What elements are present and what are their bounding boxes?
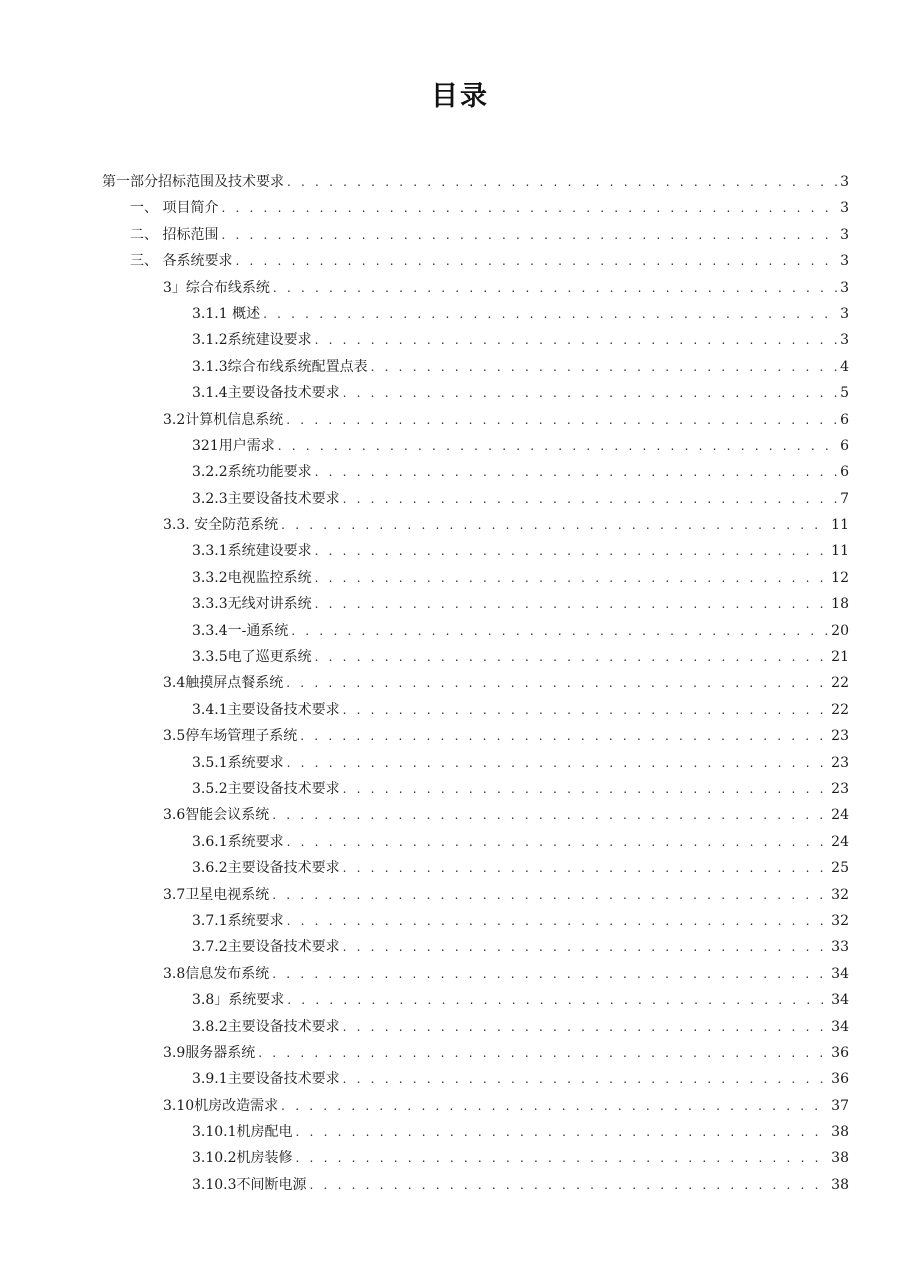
toc-entry[interactable]: [0, 354, 920, 380]
toc-entry-label: 3.1.3综合布线系统配置点表: [192, 358, 368, 375]
toc-entry[interactable]: [0, 1093, 920, 1119]
toc-leader-dots: [286, 407, 837, 433]
toc-entry-label: 3.6.2主要设备技术要求: [192, 860, 340, 877]
toc-entry[interactable]: [0, 802, 920, 828]
toc-leader-dots: [315, 644, 829, 670]
toc-entry-page-number: 22: [831, 675, 849, 692]
toc-entry[interactable]: [0, 275, 920, 301]
toc-entry-page-number: 4: [840, 358, 849, 375]
toc-entry-page-number: 38: [831, 1150, 849, 1167]
toc-entry-label: 一、 项目简介: [130, 200, 219, 217]
toc-leader-dots: [286, 670, 828, 696]
toc-leader-dots: [221, 195, 837, 221]
toc-entry[interactable]: [0, 776, 920, 802]
toc-entry-page-number: 34: [831, 1018, 849, 1035]
toc-entry[interactable]: [0, 433, 920, 459]
toc-entry[interactable]: [0, 908, 920, 934]
toc-entry-page-number: 12: [831, 569, 849, 586]
toc-entry-page-number: 7: [840, 490, 849, 507]
toc-entry-label: 3.9.1主要设备技术要求: [192, 1071, 340, 1088]
toc-entry-label: 3.1.1 概述: [192, 305, 261, 322]
toc-leader-dots: [272, 961, 828, 987]
toc-entry[interactable]: [0, 222, 920, 248]
toc-leader-dots: [343, 486, 837, 512]
toc-entry-label: 3」综合布线系统: [163, 279, 270, 296]
toc-entry-label: 3.4触摸屏点餐系统: [163, 675, 284, 692]
toc-entry-label: 3.8」系统要求: [192, 992, 285, 1009]
toc-leader-dots: [343, 855, 829, 881]
toc-entry-page-number: 3: [840, 253, 849, 270]
toc-entry-page-number: 23: [831, 780, 849, 797]
toc-entry-page-number: 3: [840, 226, 849, 243]
toc-entry-page-number: 21: [831, 649, 849, 666]
toc-entry[interactable]: [0, 565, 920, 591]
toc-entry[interactable]: [0, 1145, 920, 1171]
toc-leader-dots: [287, 829, 829, 855]
toc-entry-label: 3.3.4一-通系统: [192, 622, 289, 639]
toc-leader-dots: [343, 380, 837, 406]
toc-entry[interactable]: [0, 248, 920, 274]
toc-entry-page-number: 25: [831, 860, 849, 877]
toc-leader-dots: [291, 618, 828, 644]
toc-entry-label: 321用户需求: [192, 437, 275, 454]
toc-entry-label: 3.8信息发布系统: [163, 965, 270, 982]
toc-entry-label: 三、 各系统要求: [130, 253, 233, 270]
toc-entry-label: 3.7卫星电视系统: [163, 886, 270, 903]
toc-entry-page-number: 32: [831, 886, 849, 903]
toc-leader-dots: [281, 1093, 828, 1119]
toc-entry-label: 3.6.1系统要求: [192, 833, 284, 850]
toc-entry-label: 3.2.3主要设备技术要求: [192, 490, 340, 507]
toc-entry-label: 3.3.1系统建设要求: [192, 543, 312, 560]
toc-entry-page-number: 34: [831, 965, 849, 982]
toc-leader-dots: [221, 222, 837, 248]
toc-leader-dots: [343, 1014, 829, 1040]
toc-entry[interactable]: [0, 882, 920, 908]
toc-entry-label: 3.5.2主要设备技术要求: [192, 780, 340, 797]
toc-entry[interactable]: [0, 169, 920, 195]
toc-leader-dots: [315, 538, 829, 564]
toc-leader-dots: [278, 433, 837, 459]
toc-entry[interactable]: [0, 459, 920, 485]
toc-entry-page-number: 3: [840, 200, 849, 217]
toc-entry-label: 3.10机房改造需求: [163, 1097, 279, 1114]
toc-entry[interactable]: [0, 723, 920, 749]
toc-entry-label: 3.1.2系统建设要求: [192, 332, 312, 349]
toc-entry[interactable]: [0, 1119, 920, 1145]
toc-entry-label: 3.7.1系统要求: [192, 912, 284, 929]
toc-entry[interactable]: [0, 829, 920, 855]
toc-entry[interactable]: [0, 380, 920, 406]
toc-entry-label: 3.5.1系统要求: [192, 754, 284, 771]
toc-leader-dots: [281, 512, 828, 538]
toc-leader-dots: [315, 327, 837, 353]
toc-entry-page-number: 36: [831, 1071, 849, 1088]
toc-leader-dots: [287, 908, 829, 934]
table-of-contents: [0, 169, 920, 1198]
toc-entry-page-number: 5: [840, 385, 849, 402]
toc-leader-dots: [343, 1066, 829, 1092]
toc-entry-page-number: 6: [840, 464, 849, 481]
toc-entry-page-number: 34: [831, 992, 849, 1009]
toc-entry-page-number: 23: [831, 754, 849, 771]
toc-entry[interactable]: [0, 1066, 920, 1092]
toc-entry-label: 3.8.2主要设备技术要求: [192, 1018, 340, 1035]
toc-entry-page-number: 38: [831, 1124, 849, 1141]
toc-entry-page-number: 20: [831, 622, 849, 639]
toc-leader-dots: [315, 459, 837, 485]
toc-entry-page-number: 36: [831, 1044, 849, 1061]
toc-entry-label: 3.5停车场管理子系统: [163, 728, 298, 745]
toc-entry[interactable]: [0, 618, 920, 644]
toc-entry-page-number: 37: [831, 1097, 849, 1114]
toc-entry-label: 3.7.2主要设备技术要求: [192, 939, 340, 956]
toc-leader-dots: [235, 248, 837, 274]
toc-entry-page-number: 22: [831, 701, 849, 718]
toc-entry[interactable]: [0, 697, 920, 723]
toc-entry[interactable]: [0, 1014, 920, 1040]
toc-entry-page-number: 6: [840, 437, 849, 454]
toc-leader-dots: [272, 802, 828, 828]
toc-entry[interactable]: [0, 855, 920, 881]
toc-entry[interactable]: [0, 407, 920, 433]
toc-entry-page-number: 6: [840, 411, 849, 428]
toc-entry-label: 3.3.3无线对讲系统: [192, 596, 312, 613]
toc-entry-label: 3.6智能会议系统: [163, 807, 270, 824]
toc-leader-dots: [343, 697, 829, 723]
toc-entry-label: 3.10.3不间断电源: [192, 1176, 307, 1193]
toc-entry[interactable]: [0, 591, 920, 617]
toc-leader-dots: [287, 169, 837, 195]
toc-entry-label: 3.3.5电了巡更系统: [192, 649, 312, 666]
toc-entry-label: 3.3. 安全防范系统: [163, 517, 279, 534]
toc-entry-page-number: 24: [831, 807, 849, 824]
toc-leader-dots: [263, 301, 837, 327]
toc-leader-dots: [310, 1172, 829, 1198]
toc-leader-dots: [315, 565, 829, 591]
toc-entry-page-number: 32: [831, 912, 849, 929]
toc-entry[interactable]: [0, 538, 920, 564]
toc-entry-page-number: 3: [840, 332, 849, 349]
toc-entry[interactable]: [0, 644, 920, 670]
toc-entry-label: 3.4.1主要设备技术要求: [192, 701, 340, 718]
toc-entry-label: 二、 招标范围: [130, 226, 219, 243]
toc-entry-label: 第一部分招标范围及技术要求: [102, 174, 284, 190]
toc-entry-page-number: 23: [831, 728, 849, 745]
toc-entry[interactable]: [0, 934, 920, 960]
toc-entry[interactable]: [0, 987, 920, 1013]
toc-leader-dots: [296, 1145, 829, 1171]
toc-entry-label: 3.1.4主要设备技术要求: [192, 385, 340, 402]
toc-leader-dots: [287, 750, 829, 776]
toc-leader-dots: [343, 934, 829, 960]
toc-entry-label: 3.10.1机房配电: [192, 1124, 293, 1141]
toc-entry[interactable]: [0, 486, 920, 512]
toc-entry[interactable]: [0, 301, 920, 327]
toc-entry-label: 3.2.2系统功能要求: [192, 464, 312, 481]
toc-leader-dots: [272, 882, 828, 908]
toc-entry[interactable]: [0, 961, 920, 987]
toc-entry[interactable]: [0, 1172, 920, 1198]
toc-entry-page-number: 3: [840, 174, 849, 190]
toc-leader-dots: [371, 354, 837, 380]
toc-leader-dots: [315, 591, 829, 617]
toc-entry-label: 3.3.2电视监控系统: [192, 569, 312, 586]
toc-entry-page-number: 33: [831, 939, 849, 956]
toc-entry[interactable]: [0, 195, 920, 221]
toc-leader-dots: [343, 776, 829, 802]
toc-entry-label: 3.9服务器系统: [163, 1044, 256, 1061]
toc-entry-page-number: 24: [831, 833, 849, 850]
toc-entry-label: 3.10.2机房装修: [192, 1150, 293, 1167]
toc-leader-dots: [287, 987, 828, 1013]
toc-entry[interactable]: [0, 670, 920, 696]
toc-entry-page-number: 11: [831, 517, 849, 534]
toc-entry[interactable]: [0, 750, 920, 776]
toc-leader-dots: [273, 275, 837, 301]
toc-entry-label: 3.2计算机信息系统: [163, 411, 284, 428]
toc-entry-page-number: 38: [831, 1176, 849, 1193]
toc-entry-page-number: 3: [840, 279, 849, 296]
toc-leader-dots: [258, 1040, 828, 1066]
toc-entry[interactable]: [0, 512, 920, 538]
toc-entry-page-number: 3: [840, 305, 849, 322]
page-title: 目录: [431, 81, 489, 112]
toc-leader-dots: [296, 1119, 829, 1145]
toc-entry-page-number: 18: [831, 596, 849, 613]
toc-entry-page-number: 11: [831, 543, 849, 560]
toc-leader-dots: [300, 723, 828, 749]
toc-entry[interactable]: [0, 1040, 920, 1066]
toc-entry[interactable]: [0, 327, 920, 353]
